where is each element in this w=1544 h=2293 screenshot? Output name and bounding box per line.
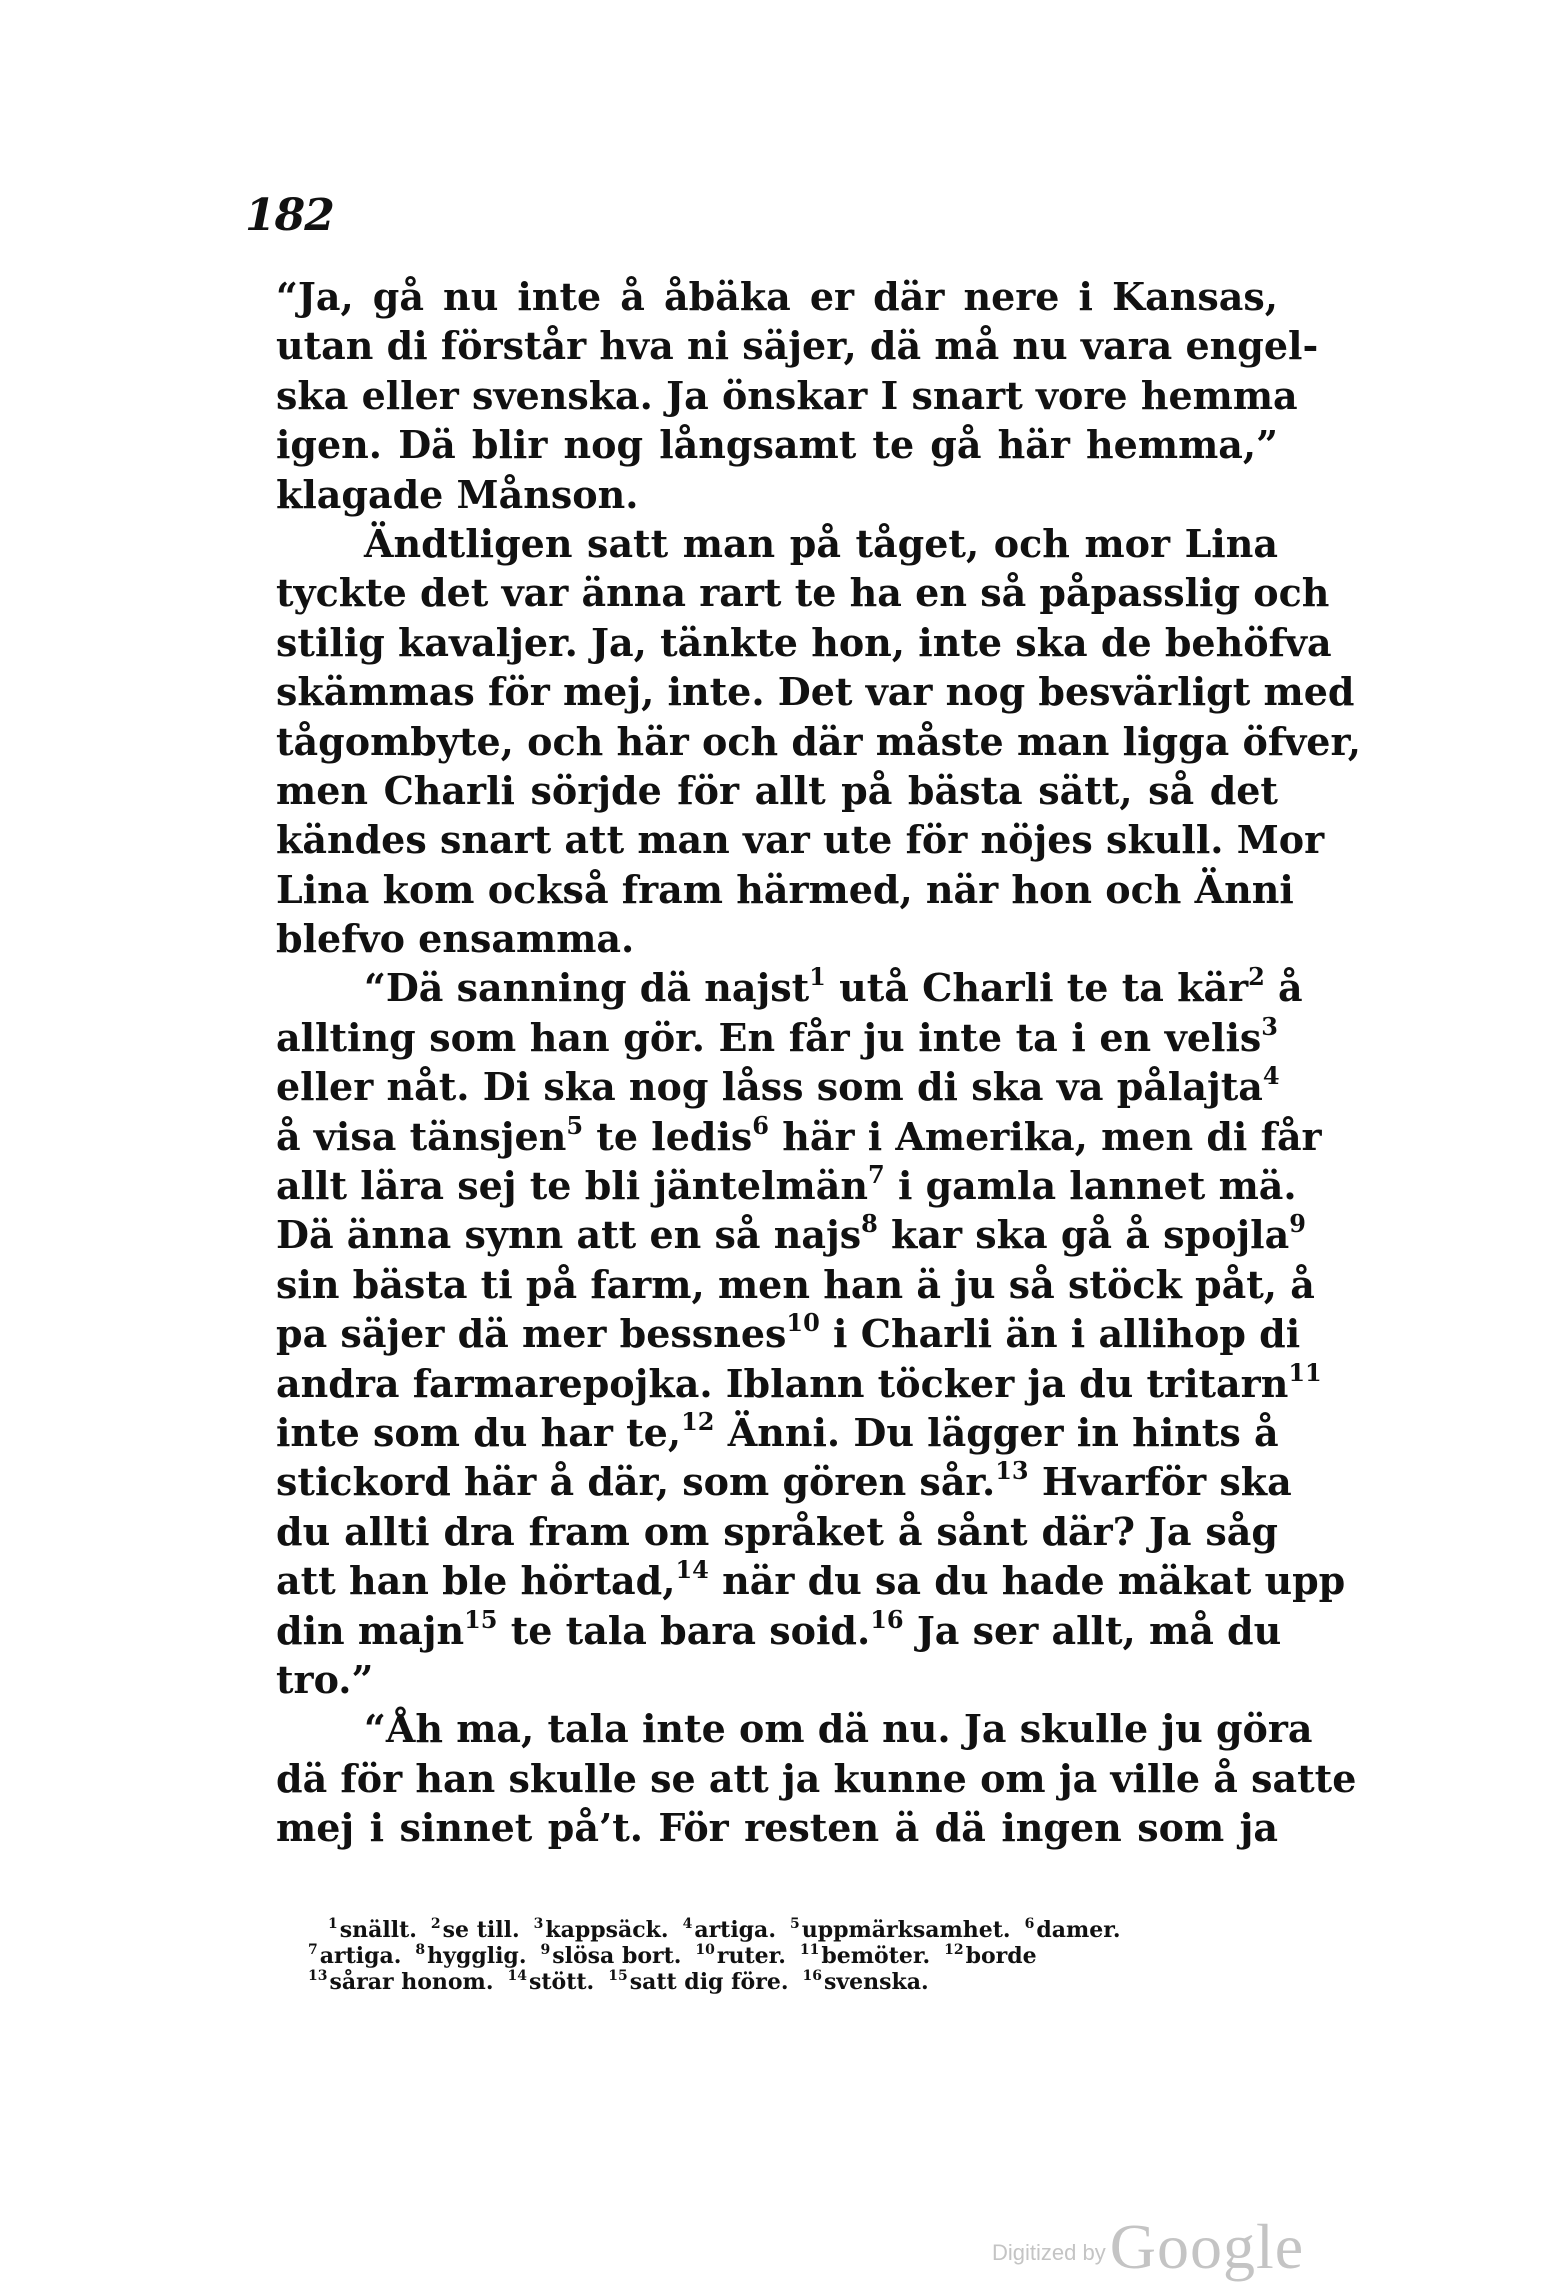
text-line	[276, 1209, 1306, 1259]
footnote-text: damer.	[1036, 1917, 1121, 1943]
footnote	[683, 1917, 776, 1943]
footnote	[802, 1969, 928, 1995]
text-line	[276, 470, 1278, 519]
text-segment: utan di förstår hva ni säjer, dä må nu vara engel-	[276, 323, 1319, 369]
text-line	[276, 717, 1361, 766]
text-line	[276, 1408, 1278, 1457]
footnote-ref: 14	[675, 1555, 709, 1585]
footnote	[1025, 1917, 1121, 1943]
text-line	[276, 1604, 1282, 1655]
text-segment: stickord här å där, som gören sår.	[276, 1459, 996, 1505]
footnote-ref: 15	[464, 1604, 498, 1634]
text-segment: Hvarför ska	[1028, 1459, 1292, 1505]
footnote-ref: 10	[786, 1308, 820, 1338]
text-segment: tro.”	[276, 1656, 374, 1702]
text-segment: å	[1264, 965, 1303, 1011]
text-line	[276, 1357, 1322, 1408]
footnote-text: satt dig före.	[629, 1969, 789, 1995]
footnote-number: 10	[695, 1942, 715, 1958]
footnotes	[308, 1917, 1278, 1995]
text-segment: allt lära sej te bli jäntelmän	[276, 1163, 869, 1209]
footnote	[508, 1969, 595, 1995]
footnote-number: 5	[789, 1916, 800, 1932]
footnote	[308, 1943, 401, 1969]
text-segment: te ledis	[583, 1113, 753, 1159]
footnote-text: hygglig.	[427, 1943, 527, 1969]
footnote-ref: 7	[868, 1160, 885, 1190]
text-segment: igen. Dä blir nog långsamt te gå här hemma,”	[276, 422, 1278, 468]
text-segment: kändes snart att man var ute för nöjes skull. Mor	[276, 817, 1325, 863]
text-segment: Dä änna synn att en så najs	[276, 1212, 862, 1258]
footnote-ref: 9	[1289, 1209, 1306, 1239]
text-line	[276, 1308, 1301, 1358]
text-segment: skämmas för mej, inte. Det var nog besvärligt med	[276, 669, 1355, 715]
digitized-by-watermark	[992, 2210, 1304, 2284]
footnote-text: se till.	[442, 1917, 520, 1943]
footnote	[800, 1943, 930, 1969]
footnote	[328, 1917, 417, 1943]
google-logo: Google	[1109, 2211, 1305, 2282]
text-segment: när du sa du hade mäkat upp	[708, 1558, 1346, 1604]
text-segment: tågombyte, och här och där måste man ligga öfver,	[276, 718, 1361, 764]
footnote-text: slösa bort.	[552, 1943, 682, 1969]
footnote-text: ruter.	[716, 1943, 786, 1969]
footnote-text: kappsäck.	[545, 1917, 669, 1943]
text-line	[276, 618, 1332, 667]
text-segment: å visa tänsjen	[276, 1113, 567, 1159]
footnote-ref: 1	[809, 962, 826, 992]
text-segment: du allti dra fram om språket å sånt där? Ja såg	[276, 1508, 1278, 1554]
text-segment: klagade Månson.	[276, 471, 639, 517]
footnote-number: 12	[944, 1942, 964, 1958]
text-segment: “Dä sanning dä najst	[364, 965, 810, 1011]
text-line	[276, 766, 1278, 815]
text-segment: dä för han skulle se att ja kunne om ja ville å satte	[276, 1755, 1357, 1801]
footnote-ref: 13	[995, 1456, 1029, 1486]
text-segment: eller nåt. Di ska nog låss som di ska va pålajta	[276, 1064, 1263, 1110]
footnote-text: artiga.	[319, 1943, 402, 1969]
footnote	[695, 1943, 785, 1969]
text-segment: te tala bara soid.	[497, 1607, 871, 1653]
footnote-text: bemöter.	[821, 1943, 931, 1969]
text-line	[276, 1013, 1278, 1062]
footnote	[944, 1943, 1037, 1969]
text-line	[276, 1655, 1278, 1704]
text-line	[276, 667, 1355, 716]
footnote-line	[308, 1969, 1278, 1995]
footnote-ref: 11	[1288, 1357, 1322, 1387]
text-segment: allting som han gör. En får ju inte ta i en velis	[276, 1014, 1262, 1060]
text-segment: mej i sinnet på’t. För resten ä dä ingen som ja	[276, 1805, 1278, 1851]
text-line	[276, 1555, 1346, 1605]
footnote-ref: 16	[870, 1604, 904, 1634]
footnote	[431, 1917, 520, 1943]
watermark-prefix: Digitized by	[992, 2240, 1106, 2265]
footnote	[308, 1969, 494, 1995]
text-line	[276, 420, 1278, 469]
text-segment: men Charli sörjde för allt på bästa sätt, så det	[276, 767, 1278, 813]
text-segment: inte som du har te,	[276, 1409, 682, 1455]
footnote-text: stött.	[528, 1969, 595, 1995]
footnote-text: borde	[965, 1943, 1037, 1969]
text-line	[276, 1160, 1297, 1210]
text-segment: Lina kom också fram härmed, när hon och Änni	[276, 866, 1294, 912]
text-line	[276, 371, 1298, 420]
footnote	[608, 1969, 788, 1995]
footnote-number: 2	[430, 1916, 441, 1932]
footnote-text: uppmärksamhet.	[801, 1917, 1011, 1943]
footnote-number: 9	[540, 1942, 551, 1958]
footnote-ref: 8	[861, 1209, 878, 1239]
text-segment: ska eller svenska. Ja önskar I snart vore hemma	[276, 372, 1298, 418]
footnote-text: snällt.	[339, 1917, 417, 1943]
footnote-ref: 12	[681, 1406, 715, 1436]
footnote-number: 15	[608, 1968, 628, 1984]
text-segment: att han ble hörtad,	[276, 1558, 676, 1604]
footnote-number: 4	[682, 1916, 693, 1932]
text-segment: stilig kavaljer. Ja, tänkte hon, inte ska de behöfva	[276, 619, 1332, 665]
text-segment: din majn	[276, 1607, 465, 1653]
text-line	[276, 519, 1278, 568]
text-line	[276, 1456, 1292, 1506]
footnote-number: 14	[507, 1968, 527, 1984]
text-segment: “Åh ma, tala inte om dä nu. Ja skulle ju göra	[364, 1706, 1313, 1752]
footnote-text: artiga.	[694, 1917, 776, 1943]
text-segment: här i Amerika, men di får	[768, 1113, 1322, 1159]
footnote-number: 16	[802, 1968, 822, 1984]
footnote-number: 3	[533, 1916, 544, 1932]
text-segment: “Ja, gå nu inte å åbäka er där nere i Kansas,	[276, 274, 1278, 319]
text-segment: kar ska gå å spojla	[877, 1212, 1290, 1258]
text-line	[276, 568, 1330, 617]
footnote	[415, 1943, 526, 1969]
body-text	[276, 272, 1361, 1853]
text-segment: i gamla lannet mä.	[884, 1163, 1297, 1209]
text-segment: Änni. Du lägger in hints å	[714, 1409, 1279, 1455]
footnote-ref: 6	[752, 1110, 769, 1140]
text-line	[276, 1062, 1278, 1111]
footnote-ref: 3	[1261, 1011, 1278, 1041]
footnote-number: 11	[799, 1942, 820, 1958]
text-line	[276, 1110, 1322, 1161]
footnote-ref: 5	[566, 1110, 584, 1140]
text-segment: utå Charli te ta kär	[825, 965, 1249, 1011]
footnote-ref: 2	[1248, 962, 1265, 992]
footnote-ref: 4	[1262, 1061, 1280, 1091]
text-line	[276, 1507, 1278, 1556]
footnote	[534, 1917, 669, 1943]
text-segment: tyckte det var änna rart te ha en så påpasslig och	[276, 570, 1330, 616]
text-line	[276, 865, 1294, 914]
text-line	[276, 272, 1278, 321]
text-line	[276, 1803, 1278, 1852]
text-line	[276, 1260, 1315, 1309]
footnote-text: sårar honom.	[329, 1969, 494, 1995]
footnote-text: svenska.	[823, 1969, 929, 1995]
text-line	[276, 1754, 1357, 1803]
footnote-number: 7	[308, 1942, 318, 1958]
text-line	[276, 815, 1325, 864]
footnote-line	[308, 1917, 1278, 1943]
footnote-line	[308, 1943, 1278, 1969]
text-line	[276, 962, 1303, 1012]
text-segment: blefvo ensamma.	[276, 916, 635, 962]
footnote-number: 6	[1024, 1916, 1035, 1932]
footnote	[790, 1917, 1011, 1943]
text-line	[276, 914, 1278, 963]
text-segment: andra farmarepojka. Iblann töcker ja du tritarn	[276, 1360, 1289, 1406]
footnote-number: 13	[308, 1968, 328, 1984]
footnote-number: 1	[328, 1916, 338, 1932]
text-segment: i Charli än i allihop di	[819, 1311, 1301, 1357]
footnote-number: 8	[415, 1942, 426, 1958]
text-line	[276, 321, 1319, 370]
text-segment: Ändtligen satt man på tåget, och mor Lina	[364, 520, 1278, 566]
text-segment: Ja ser allt, må du	[903, 1607, 1282, 1653]
text-line	[276, 1704, 1313, 1753]
footnote	[540, 1943, 681, 1969]
page-number: 182	[245, 190, 334, 241]
text-segment: sin bästa ti på farm, men han ä ju så stöck påt, å	[276, 1261, 1315, 1307]
text-segment: pa säjer dä mer bessnes	[276, 1311, 787, 1357]
